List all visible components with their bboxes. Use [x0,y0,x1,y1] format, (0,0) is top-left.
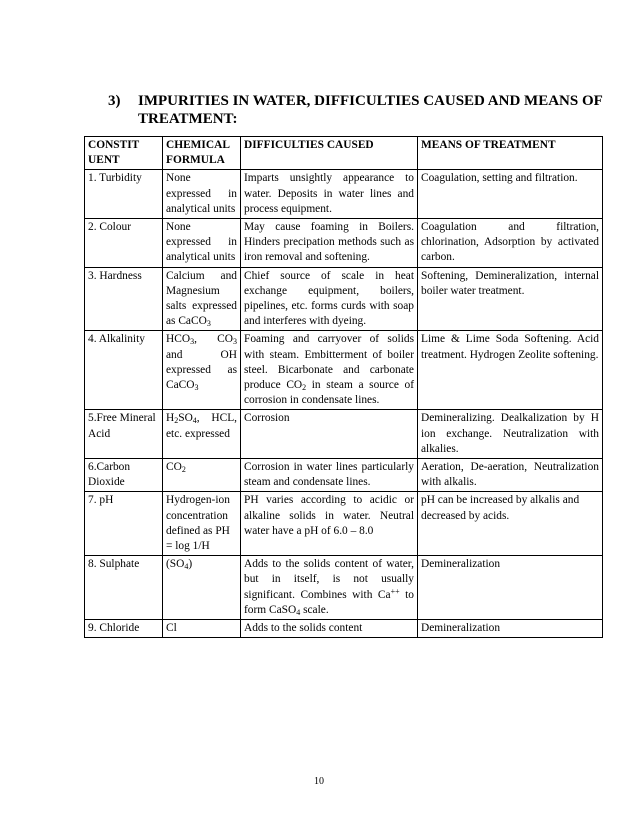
table-header-row [85,137,603,170]
cell-treatment: Demineralizing. Dealkalization by H ion exchange. Neutralization with alkalies. [418,410,603,459]
cell-constituent: 8. Sulphate [85,556,163,620]
cell-difficulties: Corrosion [241,410,418,459]
header-formula: CHEMICAL FORMULA [163,137,241,170]
section-number: 3) [108,93,121,109]
cell-difficulties: Adds to the solids content of water, but in itself, is not usually significant. Combines with Ca++ to form CaSO$_4$ scale. [241,556,418,620]
table-row [85,331,603,410]
cell-formula: None expressed in analytical units [163,170,241,219]
cell-difficulties: PH varies according to acidic or alkaline solids in water. Neutral water have a pH of 6.0 – 8.0 [241,492,418,556]
cell-difficulties: Chief source of scale in heat exchange equipment, boilers, pipelines, etc. forms curds with soap and interferes with dyeing. [241,267,418,331]
cell-formula: $(SO_4)$ [163,556,241,620]
cell-difficulties: Corrosion in water lines particularly steam and condensate lines. [241,459,418,492]
cell-treatment: Demineralization [418,620,603,638]
header-constituent: CONSTIT UENT [85,137,163,170]
cell-treatment: Lime & Lime Soda Softening. Acid treatment. Hydrogen Zeolite softening. [418,331,603,410]
cell-constituent: 4. Alkalinity [85,331,163,410]
table-row [85,492,603,556]
cell-formula: Calcium and Magnesium salts expressed as CaCO$_3$ [163,267,241,331]
cell-difficulties: Imparts unsightly appearance to water. Deposits in water lines and process equipment. [241,170,418,219]
cell-difficulties: Foaming and carryover of solids with steam. Embitterment of boiler steel. Bicarbonate and carbonate produce $CO_2$ in steam a source of corrosion in condensate lines. [241,331,418,410]
section-title-line2: TREATMENT: [138,111,238,127]
cell-difficulties: Adds to the solids content [241,620,418,638]
cell-formula: None expressed in analytical units [163,219,241,268]
cell-constituent: 3. Hardness [85,267,163,331]
page-number: 10 [314,776,324,787]
impurities-table [84,136,603,638]
table-row [85,459,603,492]
table-row [85,170,603,219]
cell-treatment: pH can be increased by alkalis and decreased by acids. [418,492,603,556]
section-title-line1: IMPURITIES IN WATER, DIFFICULTIES CAUSED AND MEANS OF [138,93,603,109]
cell-constituent: 9. Chloride [85,620,163,638]
cell-difficulties: May cause foaming in Boilers. Hinders precipation methods such as iron removal and softening. [241,219,418,268]
cell-formula: Hydrogen-ion concentration defined as PH = log 1/H [163,492,241,556]
table-row [85,410,603,459]
header-treatment: MEANS OF TREATMENT [418,137,603,170]
header-difficulties: DIFFICULTIES CAUSED [241,137,418,170]
table-row [85,219,603,268]
cell-formula: $HCO_3$, $CO_3$ and OH expressed as CaCO$_3$ [163,331,241,410]
cell-constituent: 5.Free Mineral Acid [85,410,163,459]
table-row [85,556,603,620]
cell-constituent: 1. Turbidity [85,170,163,219]
table-row [85,620,603,638]
cell-treatment: Coagulation and filtration, chlorination, Adsorption by activated carbon. [418,219,603,268]
cell-constituent: 7. pH [85,492,163,556]
cell-constituent: 6.Carbon Dioxide [85,459,163,492]
cell-formula: Cl [163,620,241,638]
cell-treatment: Demineralization [418,556,603,620]
cell-constituent: 2. Colour [85,219,163,268]
cell-formula: $CO_2$ [163,459,241,492]
cell-treatment: Aeration, De-aeration, Neutralization with alkalis. [418,459,603,492]
cell-treatment: Coagulation, setting and filtration. [418,170,603,219]
cell-formula: $H_2SO_4$, HCL, etc. expressed [163,410,241,459]
table-row [85,267,603,331]
cell-treatment: Softening, Demineralization, internal boiler water treatment. [418,267,603,331]
